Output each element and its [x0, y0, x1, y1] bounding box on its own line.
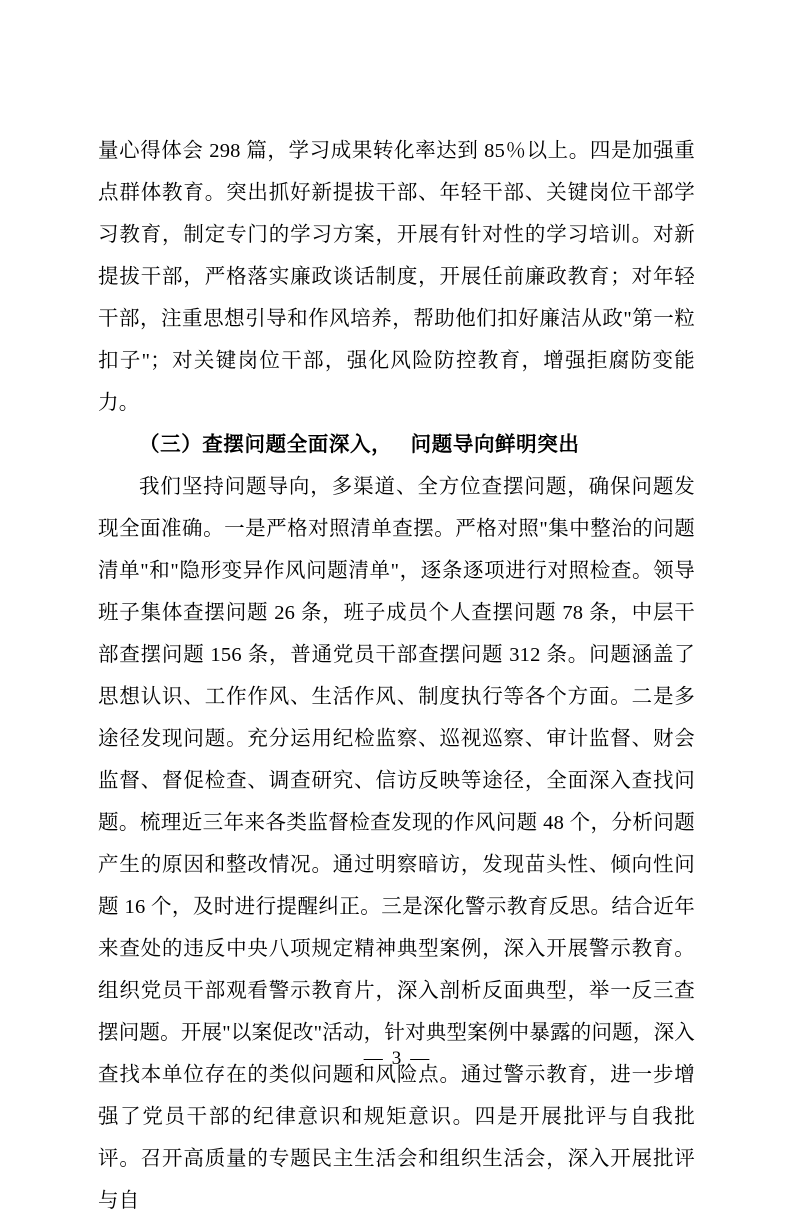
footer-dash-left: —	[363, 1048, 383, 1069]
paragraph-body-1: 我们坚持问题导向，多渠道、全方位查摆问题，确保问题发现全面准确。一是严格对照清单查摆。严格对照"集中整治的问题清单"和"隐形变异作风问题清单"，逐条逐项进行对照检查。领导班子集体查摆问题 26 条，班子成员个人查摆问题 78 条，中层干部查摆问题 156 条，普通党员干部查摆问题 312 条。问题涵盖了思想认识、工作作风、生活作风、制度执行等各个方面。二是多途径发现问题。充分运用纪检监察、巡视巡察、审计监督、财会监督、督促检查、调查研究、信访反映等途径，全面深入查找问题。梳理近三年来各类监督检查发现的作风问题 48 个，分析问题产生的原因和整改情况。通过明察暗访，发现苗头性、倾向性问题 16 个，及时进行提醒纠正。三是深化警示教育反思。结合近年来查处的违反中央八项规定精神典型案例，深入开展警示教育。组织党员干部观看警示教育片，深入剖析反面典型，举一反三查摆问题。开展"以案促改"活动，针对典型案例中暴露的问题，深入查找本单位存在的类似问题和风险点。通过警示教育，进一步增强了党员干部的纪律意识和规矩意识。四是开展批评与自我批评。召开高质量的专题民主生活会和组织生活会，深入开展批评与自	[98, 476, 695, 1212]
footer-dash-right: —	[410, 1048, 430, 1069]
paragraph-continued-top: 量心得体会 298 篇，学习成果转化率达到 85％以上。四是加强重点群体教育。突出抓好新提拔干部、年轻干部、关键岗位干部学习教育，制定专门的学习方案，开展有针对性的学习培训。对新提拔干部，严格落实廉政谈话制度，开展任前廉政教育；对年轻干部，注重思想引导和作风培养，帮助他们扣好廉洁从政"第一粒扣子"；对关键岗位干部，强化风险防控教育，增强拒腐防变能力。	[98, 140, 695, 414]
page-number: 3	[391, 1048, 402, 1069]
section-heading-text-after: 问题导向鲜明突出	[410, 434, 580, 456]
page-footer	[0, 1048, 793, 1070]
section-heading-text-before: （三）查摆问题全面深入，	[139, 434, 393, 456]
section-heading	[98, 424, 695, 466]
